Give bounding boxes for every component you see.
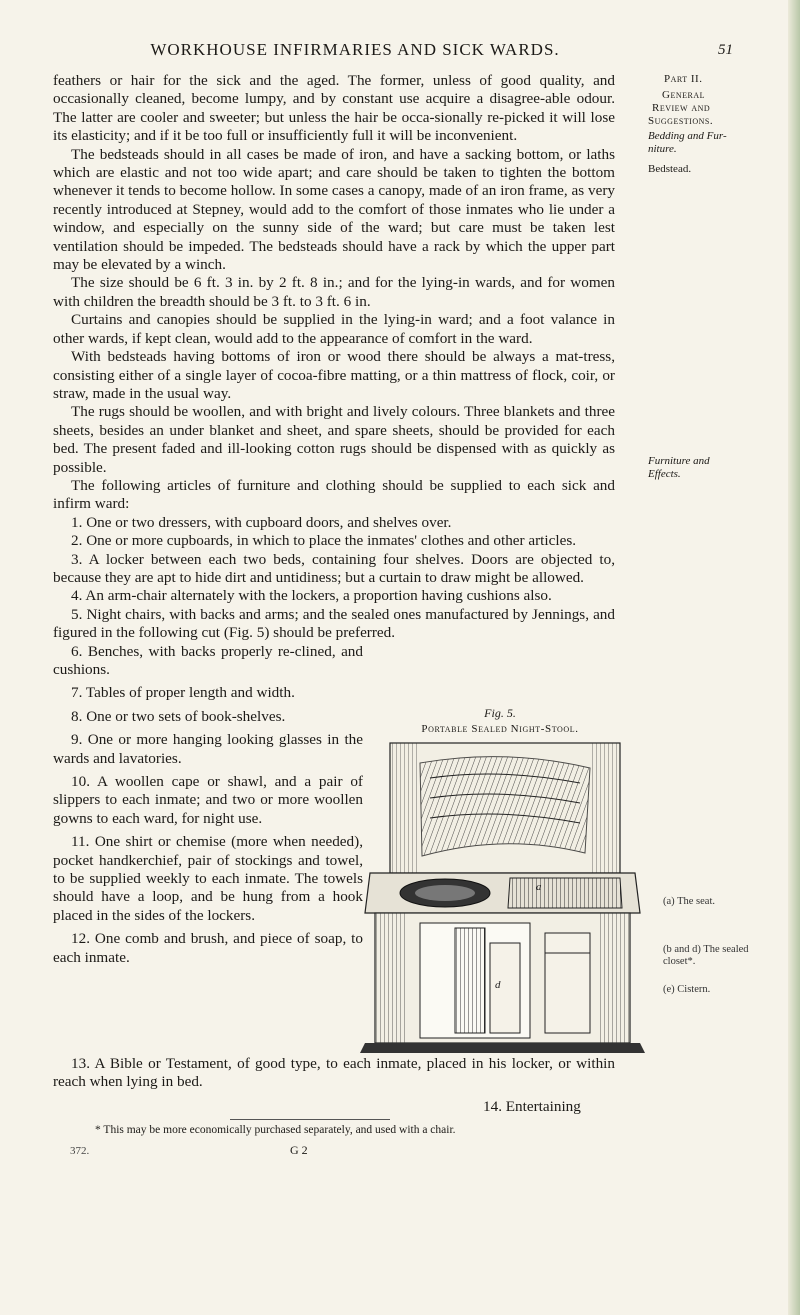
margin-furniture-2: Effects. <box>648 468 681 480</box>
label-a: a <box>536 881 542 893</box>
paragraph: With bedsteads having bottoms of iron or wood there should be always a mat-tress, consisting either of a single layer of cocoa-fibre matting, or a thin mattress of flock, coir, or straw, made in the usual way. <box>53 348 615 402</box>
margin-bedding-1: Bedding and Fur- <box>648 130 727 142</box>
narrow-column <box>53 643 363 968</box>
paragraph: The rugs should be woollen, and with bright and lively colours. Three blankets and three sheets, besides an under blanket and sheet, and spare sheets, should be provided for each bed. The present faded and ill-looking cotton rugs should be dispensed with as quickly as possible. <box>53 403 615 476</box>
list-item: 11. One shirt or chemise (more when needed), pocket handkerchief, pair of stockings and towel, to be supplied weekly to each inmate. The towels should have a loop, and be hung from a hook placed in the sides of the lockers. <box>53 833 363 924</box>
running-header: WORKHOUSE INFIRMARIES AND SICK WARDS. <box>150 40 560 59</box>
legend-cistern: (e) Cistern. <box>663 984 711 995</box>
margin-section-3: Suggestions. <box>648 115 714 127</box>
paragraph: feathers or hair for the sick and the aged. The former, unless of good quality, and occasionally cleaned, become lumpy, and by constant use acquire a disagree-able odour. The latter are cooler and sweeter; but unless the hair be occa-sionally re-picked it will lose its elasticity; and if it be too full or insufficiently full it will be inconvenient. <box>53 72 615 145</box>
list-item: 10. A woollen cape or shawl, and a pair of slippers to each inmate; and two or more woollen gowns to each ward, for night use. <box>53 773 363 827</box>
paragraph: The following articles of furniture and clothing should be supplied to each sick and infirm ward: <box>53 476 615 513</box>
list-item: 7. Tables of proper length and width. <box>71 684 295 702</box>
list-item: 2. One or more cupboards, in which to place the inmates' clothes and other articles. <box>71 532 577 550</box>
page-number: 51 <box>718 42 733 58</box>
paragraph: Curtains and canopies should be supplied in the lying-in ward; and a foot valance in other wards, if kept clean, would add to the appearance of comfort in the ward. <box>53 311 615 347</box>
page-edge <box>788 0 800 1315</box>
paragraph: The bedsteads should in all cases be made of iron, and have a sacking bottom, or laths which are elastic and not too wide apart; and care should be taken to tighten the bottom whenever it tends to become hollow. In some cases a canopy, made of an iron frame, as very recently introduced at Stepney, would add to the comfort of those inmates who lie under a window, and especially on the sunny side of the ward; but care must be taken lest ventilation should be impeded. The bedsteads should have a rack by which the upper part may be elevated by a winch. <box>53 145 615 274</box>
folio-number: 372. <box>70 1145 90 1157</box>
margin-bedstead: Bedstead. <box>648 163 692 175</box>
list-item: 1. One or two dressers, with cupboard doors, and shelves over. <box>71 513 452 531</box>
paragraph: The size should be 6 ft. 3 in. by 2 ft. 8 in.; and for the lying-in wards, and for women with children the breadth should be 3 ft. to 3 ft. 6 in. <box>53 274 615 310</box>
list-item: 9. One or more hanging looking glasses in the wards and lavatories. <box>53 731 363 767</box>
list-item-13: 13. A Bible or Testament, of good type, to each inmate, placed in his locker, or within reach when lying in bed. <box>53 1055 615 1091</box>
signature-mark: G 2 <box>290 1143 308 1157</box>
list-item: 4. An arm-chair alternately with the lockers, a proportion having cushions also. <box>71 587 552 605</box>
margin-furniture-1: Furniture and <box>648 455 710 467</box>
label-d: d <box>495 979 501 991</box>
figure-title: Portable Sealed Night-Stool. <box>421 723 579 735</box>
footnote-rule <box>230 1119 390 1120</box>
margin-section-1: General <box>662 89 705 101</box>
footnote: * This may be more economically purchased separately, and used with a chair. <box>95 1124 456 1136</box>
night-stool-illustration <box>360 738 645 1056</box>
margin-section-2: Review and <box>652 102 711 114</box>
margin-bedding-2: niture. <box>648 143 677 155</box>
list-item: 12. One comb and brush, and piece of soap, to each inmate. <box>53 930 363 966</box>
list-item: 3. A locker between each two beds, containing four shelves. Doors are objected to, because they are apt to hide dirt and untidiness; but a curtain to draw might be allowed. <box>53 550 615 586</box>
list-item: 8. One or two sets of book-shelves. <box>71 707 286 725</box>
legend-seat: (a) The seat. <box>663 896 715 907</box>
list-item: 6. Benches, with backs properly re-clined, and cushions. <box>53 642 363 678</box>
catchword: 14. Entertaining <box>483 1098 581 1115</box>
list-item: 5. Night chairs, with backs and arms; and the sealed ones manufactured by Jennings, and figured in the following cut (Fig. 5) should be preferred. <box>53 605 615 642</box>
legend-closet: (b and d) The sealed closet*. <box>663 944 749 967</box>
margin-part: Part II. <box>664 73 703 85</box>
figure-number: Fig. 5. <box>484 706 516 720</box>
